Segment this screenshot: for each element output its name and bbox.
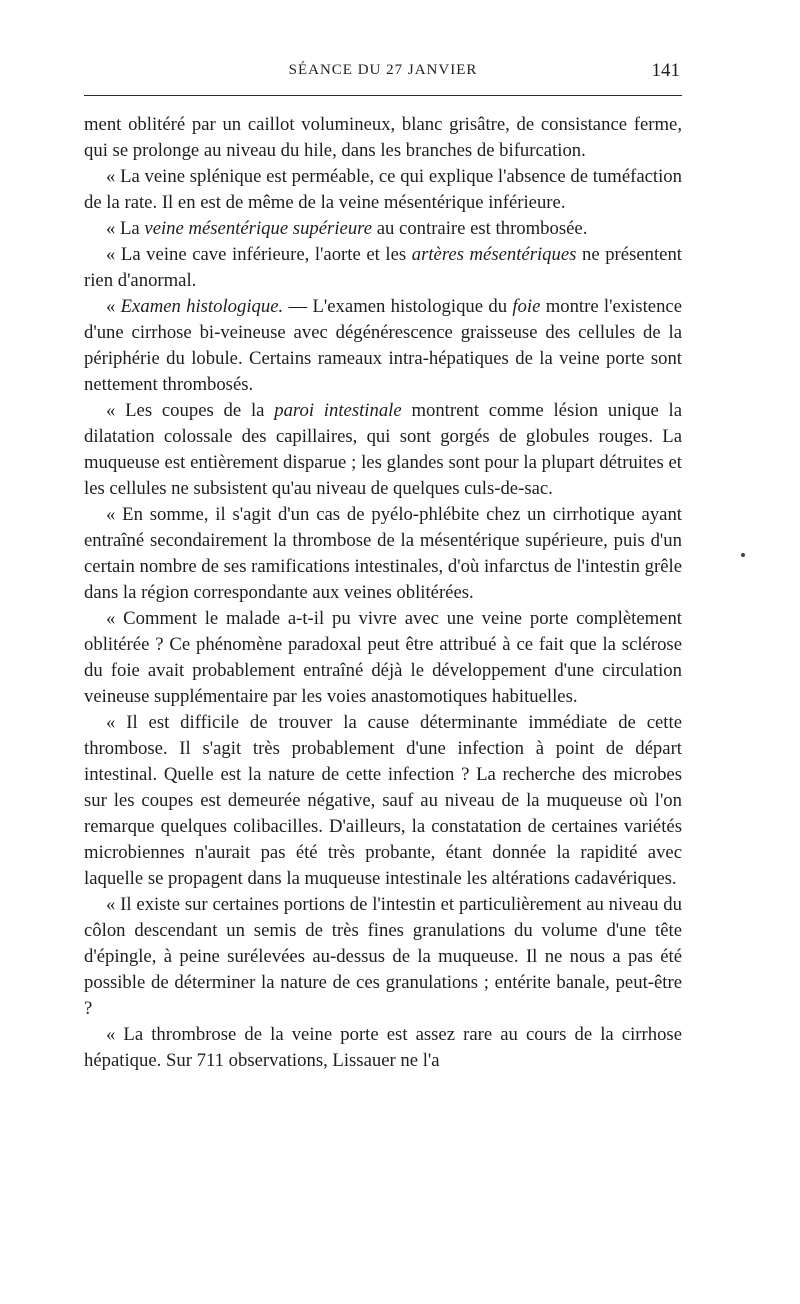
page-header — [84, 60, 682, 88]
body-text — [84, 112, 682, 1074]
italic-run: veine mésentérique supérieure — [144, 218, 373, 239]
text-run: « — [106, 296, 121, 317]
text-run: — L'examen histologique du — [283, 296, 513, 317]
italic-run: foie — [512, 296, 541, 317]
paragraph — [84, 606, 682, 710]
text-run: montrent comme lésion unique la dilatation colossale des capillaires, qui sont gorgés de globules rouges. La muqueuse est entièrement disparue ; les glandes sont pour la plupart détruites et les cellules ne subsistent qu'au niveau de quelques culs-de-sac. — [84, 400, 683, 499]
paragraph — [84, 1022, 682, 1074]
italic-run: paroi intestinale — [274, 400, 402, 421]
text-run: montre l'existence d'une cirrhose bi-veineuse avec dégénérescence graisseuse des cellules de la périphérie du lobule. Certains rameaux intra-hépatiques de la veine porte sont nettement thrombosés. — [84, 296, 682, 395]
text-run: « La veine splénique est perméable, ce qui explique l'absence de tuméfaction de la rate. Il en est de même de la veine mésentérique inférieure. — [84, 166, 682, 213]
page-number: 141 — [651, 60, 680, 81]
paragraph — [84, 710, 682, 892]
text-run: « En somme, il s'agit d'un cas de pyélo-phlébite chez un cirrhotique ayant entraîné secondairement la thrombose de la mésentérique supérieure, puis d'un certain nombre de ses ramifications intestinales, d'où infarctus de l'intestin grêle dans la région correspondante aux veines oblitérées. — [84, 504, 682, 603]
italic-run: Examen histologique. — [120, 296, 284, 317]
paragraph — [84, 398, 682, 502]
text-run: « La thrombrose de la veine porte est assez rare au cours de la cirrhose hépatique. Sur 711 observations, Lissauer ne l'a — [84, 1024, 682, 1071]
paragraph — [84, 502, 682, 606]
print-speck — [741, 553, 745, 557]
paragraph — [84, 294, 682, 398]
header-rule — [84, 95, 682, 96]
running-head: SÉANCE DU 27 JANVIER — [288, 62, 478, 78]
text-run: « Il est difficile de trouver la cause déterminante immédiate de cette thrombose. Il s'agit très probablement d'une infection à point de départ intestinal. Quelle est la nature de cette infection ? La recherche des microbes sur les coupes est demeurée négative, sauf au niveau de la muqueuse où l'on remarque quelques colibacilles. D'ailleurs, la constatation de certaines variétés microbiennes n'aurait pas été très probante, étant donnée la rapidité avec laquelle se propagent dans la muqueuse intestinale les altérations cadavériques. — [84, 712, 682, 889]
paragraph — [84, 164, 682, 216]
text-run: « Comment le malade a-t-il pu vivre avec une veine porte complètement oblitérée ? Ce phénomène paradoxal peut être attribué à ce fait que la sclérose du foie avait probablement entraîné déjà le développement d'une circulation veineuse supplémentaire par les voies anastomotiques habituelles. — [84, 608, 682, 707]
text-run: ne présentent rien d'anormal. — [84, 244, 682, 291]
text-run: « Il existe sur certaines portions de l'intestin et particulièrement au niveau du côlon descendant un semis de très fines granulations du volume d'une tête d'épingle, à peine surélevées au-dessus de la muqueuse. Il ne nous a pas été possible de déterminer la nature de ces granulations ; entérite banale, peut-être ? — [84, 894, 682, 1019]
text-run: ment oblitéré par un caillot volumineux, blanc grisâtre, de consistance ferme, qui se prolonge au niveau du hile, dans les branches de bifurcation. — [84, 114, 682, 161]
paragraph — [84, 216, 682, 242]
text-run: « La veine cave inférieure, l'aorte et les — [106, 244, 412, 265]
text-run: « Les coupes de la — [106, 400, 275, 421]
paragraph — [84, 892, 682, 1022]
text-run: au contraire est thrombosée. — [372, 218, 588, 239]
paragraph — [84, 112, 682, 164]
italic-run: artères mésentériques — [411, 244, 577, 265]
paragraph — [84, 242, 682, 294]
text-run: « La — [106, 218, 145, 239]
